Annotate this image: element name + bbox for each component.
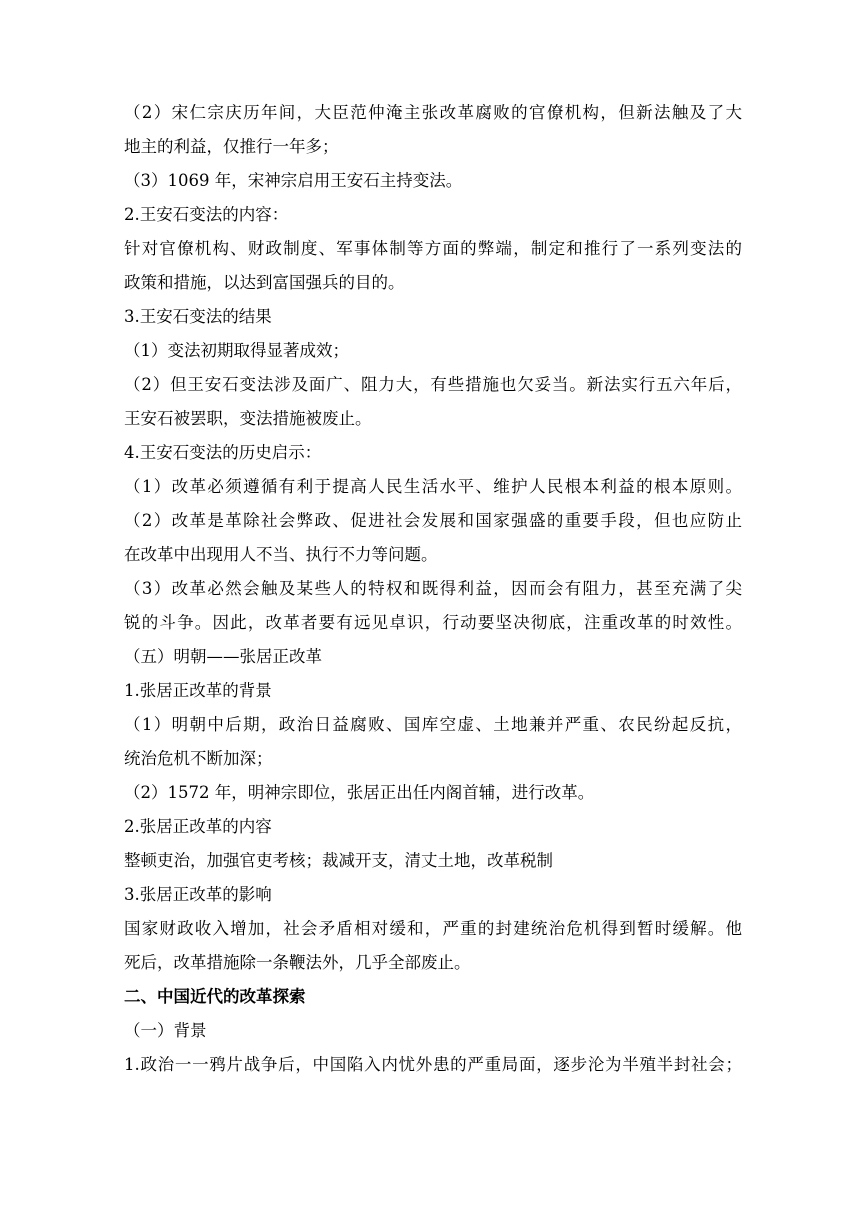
text-line: 国家财政收入增加，社会矛盾相对缓和，严重的封建统治危机得到暂时缓解。他	[124, 919, 742, 938]
chapter-heading: 二、中国近代的改革探索	[124, 987, 306, 1006]
text-line: （2）但王安石变法涉及面广、阻力大，有些措施也欠妥当。新法实行五六年后，	[124, 375, 742, 394]
text-line: （2）1572 年，明神宗即位，张居正出任内阁首辅，进行改革。	[124, 783, 595, 802]
text-line: （3）1069 年，宋神宗启用王安石主持变法。	[124, 171, 463, 190]
section-heading: 2.张居正改革的内容	[124, 817, 272, 836]
text-line: （3）改革必然会触及某些人的特权和既得利益，因而会有阻力，甚至充满了尖	[124, 579, 742, 598]
text-line: （2）改革是革除社会弊政、促进社会发展和国家强盛的重要手段，但也应防止	[124, 511, 742, 530]
section-heading: （一）背景	[124, 1021, 207, 1040]
section-heading: 2.王安石变法的内容：	[124, 205, 289, 224]
text-line: 整顿吏治，加强官吏考核；裁减开支，清丈土地，改革税制	[124, 851, 553, 870]
text-line: 锐的斗争。因此，改革者要有远见卓识，行动要坚决彻底，注重改革的时效性。	[124, 613, 742, 632]
text-line: 在改革中出现用人不当、执行不力等问题。	[124, 545, 438, 564]
text-line: 1.政治一一鸦片战争后，中国陷入内忧外患的严重局面，逐步沦为半殖半封社会；	[124, 1055, 742, 1074]
section-heading: 4.王安石变法的历史启示：	[124, 443, 322, 462]
text-line: 王安石被罢职，变法措施被废止。	[124, 409, 372, 428]
text-line: 地主的利益，仅推行一年多；	[124, 137, 339, 156]
text-line: （1）变法初期取得显著成效；	[124, 341, 349, 360]
section-heading: 1.张居正改革的背景	[124, 681, 272, 700]
text-line: （1）改革必须遵循有利于提高人民生活水平、维护人民根本利益的根本原则。	[124, 477, 742, 496]
text-line: 政策和措施，以达到富国强兵的目的。	[124, 273, 405, 292]
section-heading: 3.张居正改革的影响	[124, 885, 272, 904]
text-line: 死后，改革措施除一条鞭法外，几乎全部废止。	[124, 953, 471, 972]
text-line: 针对官僚机构、财政制度、军事体制等方面的弊端，制定和推行了一系列变法的	[124, 239, 742, 258]
text-line: （1）明朝中后期，政治日益腐败、国库空虚、土地兼并严重、农民纷起反抗，	[124, 715, 742, 734]
document-body	[124, 103, 742, 1089]
section-heading: 3.王安石变法的结果	[124, 307, 272, 326]
text-line: （2）宋仁宗庆历年间，大臣范仲淹主张改革腐败的官僚机构，但新法触及了大	[124, 103, 742, 122]
section-heading: （五）明朝——张居正改革	[124, 647, 322, 666]
text-line: 统治危机不断加深；	[124, 749, 273, 768]
